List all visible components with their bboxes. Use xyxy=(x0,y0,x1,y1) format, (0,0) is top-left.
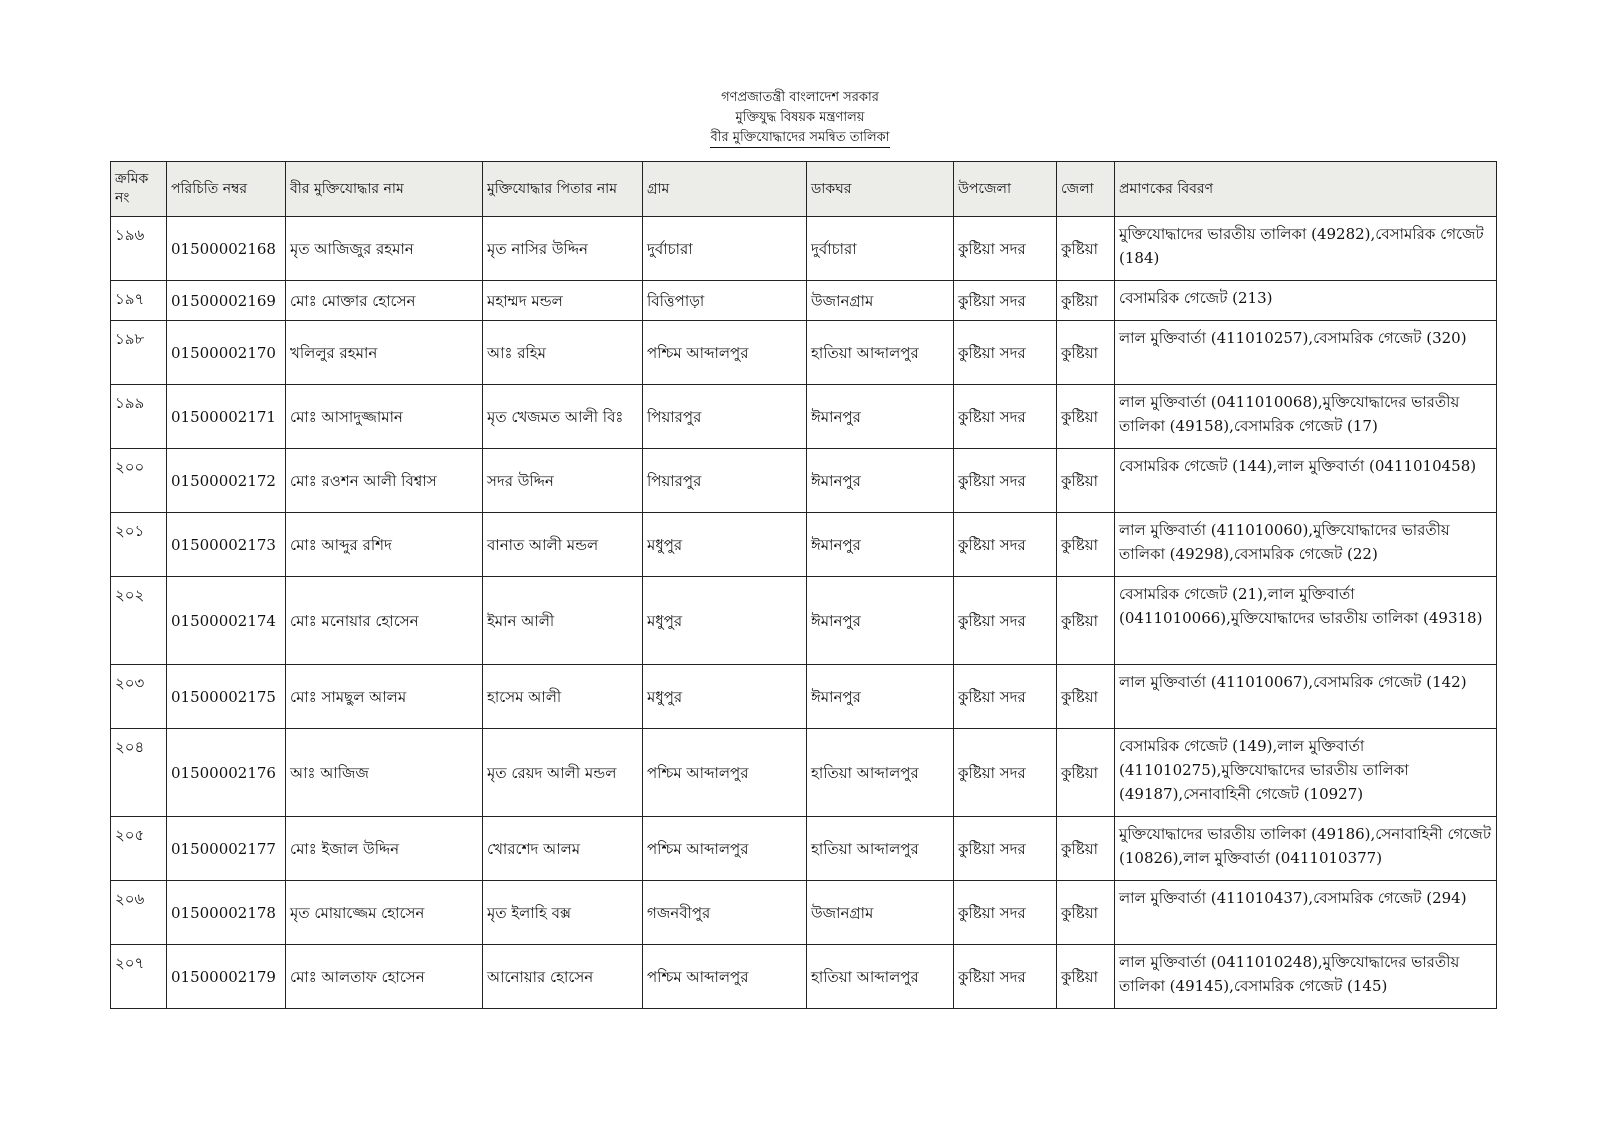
post-office-cell: হাতিয়া আব্দালপুর xyxy=(807,729,954,817)
table-row xyxy=(111,449,1497,513)
column-header-name: বীর মুক্তিযোদ্ধার নাম xyxy=(286,162,483,217)
evidence-cell: বেসামরিক গেজেট (144),লাল মুক্তিবার্তা (0411010458) xyxy=(1115,449,1497,513)
district-cell: কুষ্টিয়া xyxy=(1057,729,1115,817)
evidence-cell: লাল মুক্তিবার্তা (0411010068),মুক্তিযোদ্ধাদের ভারতীয় তালিকা (49158),বেসামরিক গেজেট (17) xyxy=(1115,385,1497,449)
village-cell: গজনবীপুর xyxy=(643,881,807,945)
district-cell: কুষ্টিয়া xyxy=(1057,385,1115,449)
post-office-cell: ঈমানপুর xyxy=(807,449,954,513)
village-cell: পশ্চিম আব্দালপুর xyxy=(643,945,807,1009)
serial-cell: ২০৪ xyxy=(111,729,167,817)
table-row xyxy=(111,513,1497,577)
serial-cell: ২০৫ xyxy=(111,817,167,881)
id-cell: 01500002175 xyxy=(167,665,286,729)
village-cell: মধুপুর xyxy=(643,513,807,577)
id-cell: 01500002173 xyxy=(167,513,286,577)
father-name-cell: মহাম্মদ মন্ডল xyxy=(483,281,643,321)
upazila-cell: কুষ্টিয়া সদর xyxy=(954,945,1057,1009)
father-name-cell: আঃ রহিম xyxy=(483,321,643,385)
post-office-cell: হাতিয়া আব্দালপুর xyxy=(807,945,954,1009)
evidence-cell: মুক্তিযোদ্ধাদের ভারতীয় তালিকা (49282),বেসামরিক গেজেট (184) xyxy=(1115,217,1497,281)
village-cell: পিয়ারপুর xyxy=(643,385,807,449)
post-office-cell: ঈমানপুর xyxy=(807,665,954,729)
father-name-cell: মৃত ইলাহি বক্স xyxy=(483,881,643,945)
table-row xyxy=(111,281,1497,321)
post-office-cell: উজানগ্রাম xyxy=(807,281,954,321)
district-cell: কুষ্টিয়া xyxy=(1057,945,1115,1009)
column-header-serial: ক্রমিক নং xyxy=(111,162,167,217)
upazila-cell: কুষ্টিয়া সদর xyxy=(954,449,1057,513)
list-title: বীর মুক্তিযোদ্ধাদের সমন্বিত তালিকা xyxy=(710,129,889,148)
column-header-evidence: প্রমাণকের বিবরণ xyxy=(1115,162,1497,217)
district-cell: কুষ্টিয়া xyxy=(1057,281,1115,321)
serial-cell: ২০০ xyxy=(111,449,167,513)
table-row xyxy=(111,881,1497,945)
post-office-cell: হাতিয়া আব্দালপুর xyxy=(807,817,954,881)
district-cell: কুষ্টিয়া xyxy=(1057,817,1115,881)
id-cell: 01500002169 xyxy=(167,281,286,321)
upazila-cell: কুষ্টিয়া সদর xyxy=(954,729,1057,817)
village-cell: বিত্তিপাড়া xyxy=(643,281,807,321)
post-office-cell: উজানগ্রাম xyxy=(807,881,954,945)
serial-cell: ২০১ xyxy=(111,513,167,577)
government-title: গণপ্রজাতন্ত্রী বাংলাদেশ সরকার xyxy=(721,90,879,105)
village-cell: দুর্বাচারা xyxy=(643,217,807,281)
name-cell: মোঃ সামছুল আলম xyxy=(286,665,483,729)
name-cell: মোঃ মোক্তার হোসেন xyxy=(286,281,483,321)
upazila-cell: কুষ্টিয়া সদর xyxy=(954,817,1057,881)
village-cell: পিয়ারপুর xyxy=(643,449,807,513)
serial-cell: ১৯৬ xyxy=(111,217,167,281)
name-cell: আঃ আজিজ xyxy=(286,729,483,817)
evidence-cell: মুক্তিযোদ্ধাদের ভারতীয় তালিকা (49186),সেনাবাহিনী গেজেট (10826),লাল মুক্তিবার্তা (0411010377) xyxy=(1115,817,1497,881)
id-cell: 01500002168 xyxy=(167,217,286,281)
village-cell: মধুপুর xyxy=(643,665,807,729)
district-cell: কুষ্টিয়া xyxy=(1057,217,1115,281)
district-cell: কুষ্টিয়া xyxy=(1057,513,1115,577)
id-cell: 01500002172 xyxy=(167,449,286,513)
id-cell: 01500002171 xyxy=(167,385,286,449)
id-cell: 01500002174 xyxy=(167,577,286,665)
district-cell: কুষ্টিয়া xyxy=(1057,665,1115,729)
upazila-cell: কুষ্টিয়া সদর xyxy=(954,665,1057,729)
serial-cell: ১৯৮ xyxy=(111,321,167,385)
village-cell: পশ্চিম আব্দালপুর xyxy=(643,729,807,817)
upazila-cell: কুষ্টিয়া সদর xyxy=(954,281,1057,321)
table-row xyxy=(111,817,1497,881)
evidence-cell: বেসামরিক গেজেট (213) xyxy=(1115,281,1497,321)
table-row xyxy=(111,665,1497,729)
column-header-post-office: ডাকঘর xyxy=(807,162,954,217)
veteran-table xyxy=(110,161,1497,1009)
father-name-cell: সদর উদ্দিন xyxy=(483,449,643,513)
name-cell: মৃত মোয়াজ্জেম হোসেন xyxy=(286,881,483,945)
column-header-upazila: উপজেলা xyxy=(954,162,1057,217)
father-name-cell: হাসেম আলী xyxy=(483,665,643,729)
post-office-cell: ঈমানপুর xyxy=(807,385,954,449)
ministry-title: মুক্তিযুদ্ধ বিষয়ক মন্ত্রণালয় xyxy=(735,110,865,125)
evidence-cell: লাল মুক্তিবার্তা (0411010248),মুক্তিযোদ্ধাদের ভারতীয় তালিকা (49145),বেসামরিক গেজেট (145) xyxy=(1115,945,1497,1009)
evidence-cell: বেসামরিক গেজেট (21),লাল মুক্তিবার্তা (0411010066),মুক্তিযোদ্ধাদের ভারতীয় তালিকা (49318) xyxy=(1115,577,1497,665)
upazila-cell: কুষ্টিয়া সদর xyxy=(954,217,1057,281)
district-cell: কুষ্টিয়া xyxy=(1057,577,1115,665)
post-office-cell: হাতিয়া আব্দালপুর xyxy=(807,321,954,385)
serial-cell: ২০২ xyxy=(111,577,167,665)
father-name-cell: মৃত খেজমত আলী বিঃ xyxy=(483,385,643,449)
table-row xyxy=(111,945,1497,1009)
table-header-row xyxy=(111,162,1497,217)
father-name-cell: মৃত নাসির উদ্দিন xyxy=(483,217,643,281)
name-cell: মোঃ রওশন আলী বিশ্বাস xyxy=(286,449,483,513)
table-row xyxy=(111,321,1497,385)
column-header-district: জেলা xyxy=(1057,162,1115,217)
evidence-cell: লাল মুক্তিবার্তা (411010067),বেসামরিক গেজেট (142) xyxy=(1115,665,1497,729)
village-cell: পশ্চিম আব্দালপুর xyxy=(643,817,807,881)
table-row xyxy=(111,729,1497,817)
post-office-cell: ঈমানপুর xyxy=(807,577,954,665)
name-cell: খলিলুর রহমান xyxy=(286,321,483,385)
name-cell: মোঃ আসাদুজ্জামান xyxy=(286,385,483,449)
father-name-cell: ইমান আলী xyxy=(483,577,643,665)
column-header-id: পরিচিতি নম্বর xyxy=(167,162,286,217)
evidence-cell: লাল মুক্তিবার্তা (411010437),বেসামরিক গেজেট (294) xyxy=(1115,881,1497,945)
serial-cell: ১৯৯ xyxy=(111,385,167,449)
upazila-cell: কুষ্টিয়া সদর xyxy=(954,513,1057,577)
upazila-cell: কুষ্টিয়া সদর xyxy=(954,881,1057,945)
village-cell: পশ্চিম আব্দালপুর xyxy=(643,321,807,385)
father-name-cell: মৃত রেয়দ আলী মন্ডল xyxy=(483,729,643,817)
evidence-cell: বেসামরিক গেজেট (149),লাল মুক্তিবার্তা (411010275),মুক্তিযোদ্ধাদের ভারতীয় তালিকা (49187),সেনাবাহিনী গেজেট (10927) xyxy=(1115,729,1497,817)
serial-cell: ২০৭ xyxy=(111,945,167,1009)
evidence-cell: লাল মুক্তিবার্তা (411010060),মুক্তিযোদ্ধাদের ভারতীয় তালিকা (49298),বেসামরিক গেজেট (22) xyxy=(1115,513,1497,577)
name-cell: মোঃ আলতাফ হোসেন xyxy=(286,945,483,1009)
id-cell: 01500002176 xyxy=(167,729,286,817)
document-header xyxy=(0,88,1600,148)
id-cell: 01500002178 xyxy=(167,881,286,945)
table-row xyxy=(111,217,1497,281)
name-cell: মোঃ মনোয়ার হোসেন xyxy=(286,577,483,665)
id-cell: 01500002177 xyxy=(167,817,286,881)
upazila-cell: কুষ্টিয়া সদর xyxy=(954,385,1057,449)
evidence-cell: লাল মুক্তিবার্তা (411010257),বেসামরিক গেজেট (320) xyxy=(1115,321,1497,385)
district-cell: কুষ্টিয়া xyxy=(1057,321,1115,385)
name-cell: মোঃ ইজাল উদ্দিন xyxy=(286,817,483,881)
upazila-cell: কুষ্টিয়া সদর xyxy=(954,577,1057,665)
table-row xyxy=(111,385,1497,449)
father-name-cell: বানাত আলী মন্ডল xyxy=(483,513,643,577)
serial-cell: ১৯৭ xyxy=(111,281,167,321)
column-header-village: গ্রাম xyxy=(643,162,807,217)
column-header-father: মুক্তিযোদ্ধার পিতার নাম xyxy=(483,162,643,217)
name-cell: মৃত আজিজুর রহমান xyxy=(286,217,483,281)
post-office-cell: দুর্বাচারা xyxy=(807,217,954,281)
id-cell: 01500002179 xyxy=(167,945,286,1009)
serial-cell: ২০৬ xyxy=(111,881,167,945)
district-cell: কুষ্টিয়া xyxy=(1057,881,1115,945)
district-cell: কুষ্টিয়া xyxy=(1057,449,1115,513)
father-name-cell: খোরশেদ আলম xyxy=(483,817,643,881)
father-name-cell: আনোয়ার হোসেন xyxy=(483,945,643,1009)
table-row xyxy=(111,577,1497,665)
serial-cell: ২০৩ xyxy=(111,665,167,729)
post-office-cell: ঈমানপুর xyxy=(807,513,954,577)
id-cell: 01500002170 xyxy=(167,321,286,385)
table-body xyxy=(111,217,1497,1009)
name-cell: মোঃ আব্দুর রশিদ xyxy=(286,513,483,577)
upazila-cell: কুষ্টিয়া সদর xyxy=(954,321,1057,385)
village-cell: মধুপুর xyxy=(643,577,807,665)
